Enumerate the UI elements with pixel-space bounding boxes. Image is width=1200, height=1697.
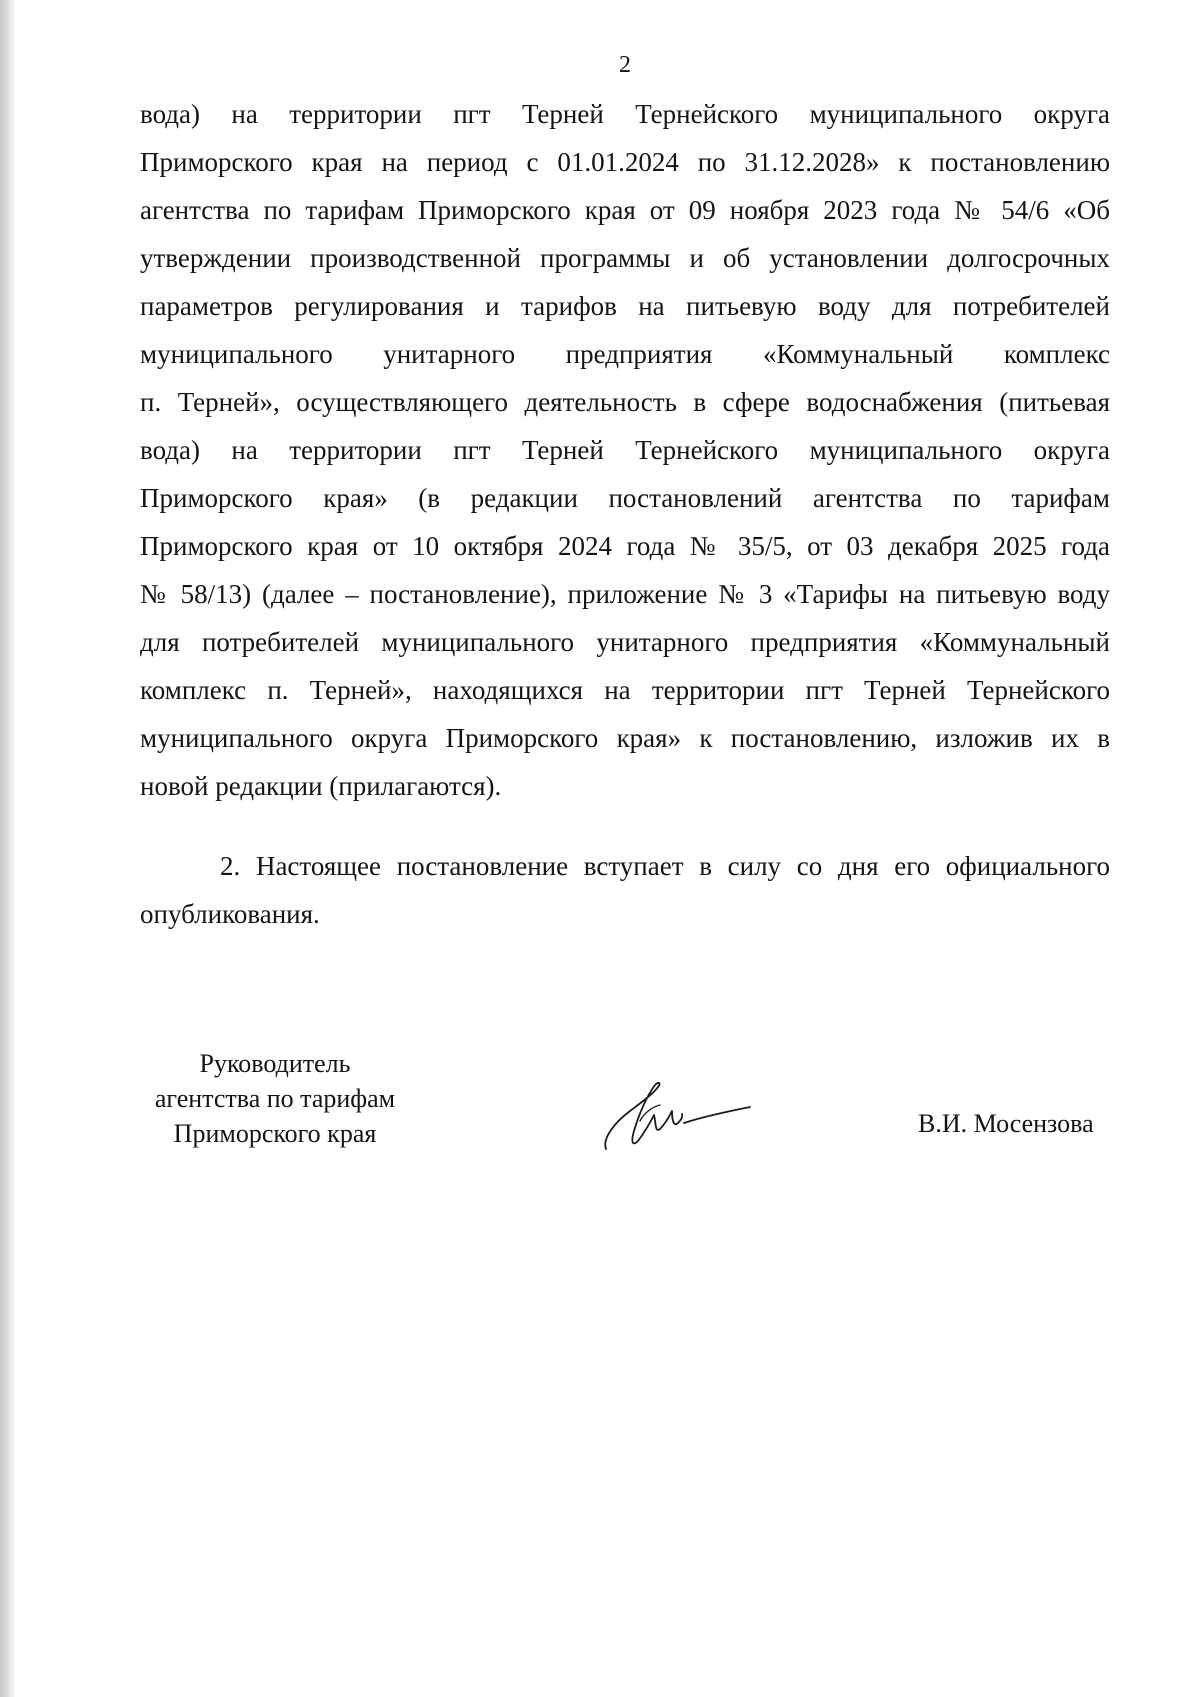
signatory-title: [130, 1046, 420, 1151]
signatory-title-line: агентства по тарифам: [154, 1084, 396, 1113]
text-line: агентства по тарифам Приморского края от 09 ноября 2023 года № 54/6 «Об: [140, 195, 1110, 225]
text-line: № 58/13) (далее – постановление), приложение № 3 «Тарифы на питьевую воду: [140, 579, 1110, 609]
text-line: опубликования.: [140, 899, 320, 929]
text-line: Приморского края на период с 01.01.2024 по 31.12.2028» к постановлению: [140, 147, 1110, 177]
paragraph-1: [140, 90, 1110, 810]
text-line: новой редакции (прилагаются).: [140, 771, 502, 801]
text-line: параметров регулирования и тарифов на питьевую воду для потребителей: [140, 291, 1110, 321]
signatory-title-line: Руководитель: [199, 1049, 351, 1078]
text-line: утверждении производственной программы и об установлении долгосрочных: [140, 243, 1110, 273]
text-line: Приморского края» (в редакции постановлений агентства по тарифам: [140, 483, 1110, 513]
page-number: 2: [619, 52, 631, 78]
text-line: 2. Настоящее постановление вступает в силу со дня его официального: [220, 851, 1110, 881]
text-line: для потребителей муниципального унитарного предприятия «Коммунальный: [140, 627, 1110, 657]
text-line: вода) на территории пгт Терней Тернейского муниципального округа: [140, 435, 1110, 465]
handwritten-signature: [600, 1065, 760, 1155]
signer-name: В.И. Мосензова: [918, 1109, 1094, 1138]
text-line: п. Терней», осуществляющего деятельность в сфере водоснабжения (питьевая: [140, 387, 1110, 417]
text-line: муниципального унитарного предприятия «Коммунальный комплекс: [140, 339, 1110, 369]
text-line: Приморского края от 10 октября 2024 года № 35/5, от 03 декабря 2025 года: [140, 531, 1110, 561]
text-line: комплекс п. Терней», находящихся на территории пгт Терней Тернейского: [140, 675, 1110, 705]
paragraph-2: [140, 842, 1110, 938]
text-line: вода) на территории пгт Терней Тернейского муниципального округа: [140, 99, 1110, 129]
text-line: муниципального округа Приморского края» к постановлению, изложив их в: [140, 723, 1110, 753]
signatory-title-line: Приморского края: [173, 1119, 377, 1148]
scan-left-edge: [0, 0, 14, 1697]
